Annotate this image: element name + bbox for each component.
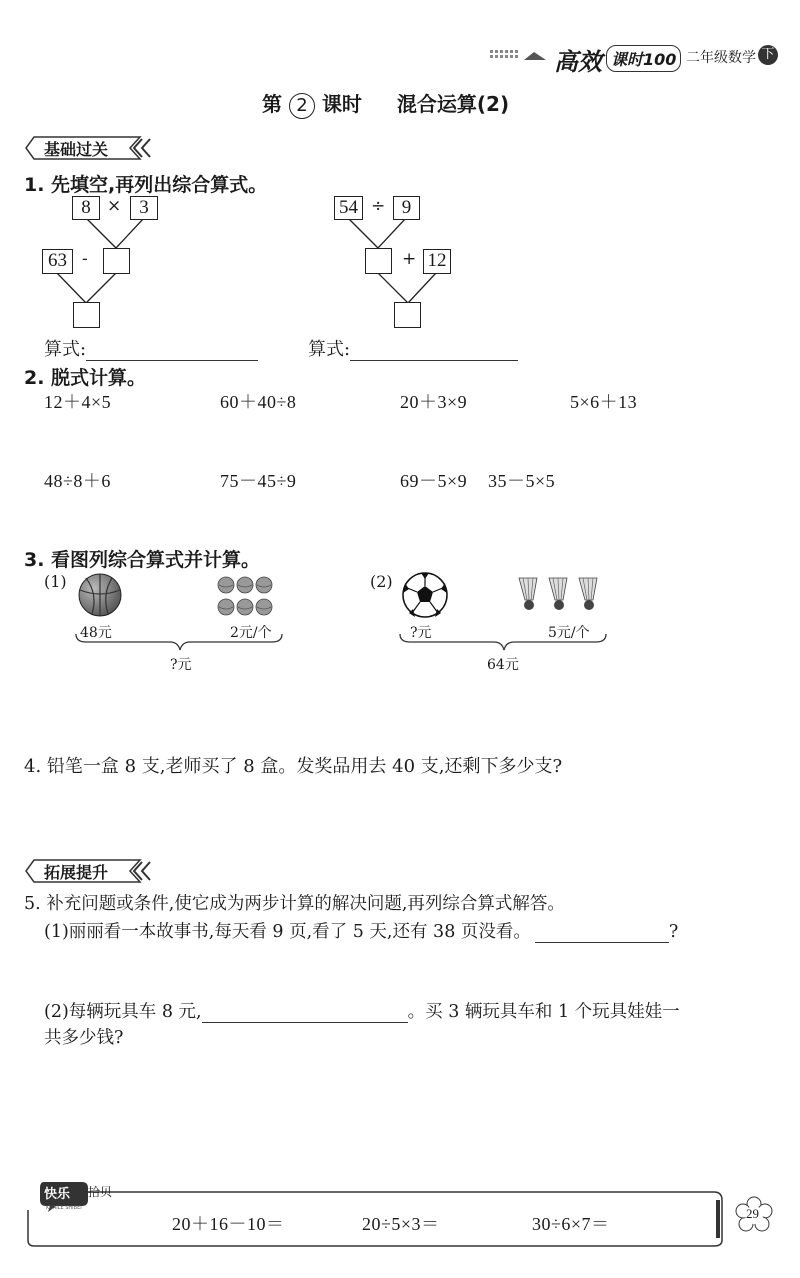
q1-right-box-c: 12 bbox=[423, 249, 451, 274]
q2-prompt: 2. 脱式计算。 bbox=[24, 367, 147, 389]
q5-part2-b: 。买 3 辆玩具车和 1 个玩具娃娃一 bbox=[407, 1002, 680, 1022]
q3-part1-left-price: 48元 bbox=[80, 625, 112, 641]
title-suffix: 课时 bbox=[321, 92, 362, 116]
q1-right-box-a: 54 bbox=[334, 196, 363, 220]
volume-badge: 下 bbox=[758, 45, 778, 65]
section-extend-label: 拓展提升 bbox=[44, 863, 109, 882]
q1-right-op2: + bbox=[402, 249, 417, 269]
footer-panel bbox=[24, 1180, 729, 1250]
brand-main: 高效 bbox=[554, 48, 602, 76]
section-extend-tag bbox=[24, 858, 156, 884]
q2-expr: 75－45÷9 bbox=[220, 471, 297, 491]
title-topic: 混合运算(2) bbox=[396, 92, 510, 116]
q1-right-formula bbox=[308, 335, 518, 361]
q1-left-formula bbox=[44, 335, 258, 361]
q1-left-blank-mid[interactable] bbox=[103, 248, 130, 274]
q1-prompt: 1. 先填空,再列出综合算式。 bbox=[24, 174, 268, 196]
q4-text: 4. 铅笔一盒 8 支,老师买了 8 盒。发奖品用去 40 支,还剩下多少支? bbox=[24, 756, 563, 777]
q1-left-box-c: 63 bbox=[42, 249, 73, 274]
q5-part2-answer-line[interactable] bbox=[202, 1004, 408, 1023]
q1-left-op2: - bbox=[82, 249, 88, 269]
section-basic-label: 基础过关 bbox=[44, 140, 109, 159]
q5-part1-answer-line[interactable] bbox=[535, 924, 669, 943]
q3-part1-right-price: 2元/个 bbox=[230, 625, 272, 641]
q1-left-op1: × bbox=[107, 196, 122, 216]
q3-prompt: 3. 看图列综合算式并计算。 bbox=[24, 549, 261, 571]
q2-expr: 60＋40÷8 bbox=[220, 392, 297, 412]
balls-group-icon bbox=[215, 575, 277, 619]
q3-part2-total: 64元 bbox=[487, 657, 519, 673]
footer-badge-side: 拾贝 bbox=[88, 1185, 113, 1199]
shuttlecocks-icon bbox=[515, 574, 611, 618]
grade-label: 二年级数学 bbox=[686, 50, 756, 66]
q1-left-box-a: 8 bbox=[72, 196, 100, 220]
page-number: 29 bbox=[746, 1206, 759, 1221]
q1-right-blank-mid[interactable] bbox=[365, 248, 392, 274]
footer-badge-pinyin: KUAILE SHIBEI bbox=[46, 1205, 82, 1211]
q1-left-box-b: 3 bbox=[130, 196, 158, 220]
q3-part2-label: (2) bbox=[370, 572, 393, 591]
q2-expr: 35－5×5 bbox=[488, 471, 556, 491]
q2-expr: 5×6＋13 bbox=[570, 392, 638, 412]
q1-left-blank-result[interactable] bbox=[73, 302, 100, 328]
footer-expr: 20÷5×3＝ bbox=[362, 1214, 440, 1234]
q1-right-box-b: 9 bbox=[393, 196, 420, 220]
q2-expr: 20＋3×9 bbox=[400, 392, 468, 412]
footer-expr: 20＋16－10＝ bbox=[172, 1214, 285, 1234]
basketball-icon bbox=[76, 572, 124, 618]
q5-part2-line1 bbox=[44, 998, 680, 1023]
q1-right-blank-result[interactable] bbox=[394, 302, 421, 328]
title-prefix: 第 bbox=[262, 92, 282, 116]
formula-answer-line[interactable] bbox=[86, 342, 258, 361]
q3-part2-brace bbox=[398, 632, 608, 652]
soccer-ball-icon bbox=[401, 571, 449, 619]
q5-part1-text: (1)丽丽看一本故事书,每天看 9 页,看了 5 天,还有 38 页没看。 bbox=[44, 922, 531, 942]
brand-sub: 课时100 bbox=[606, 45, 681, 72]
q2-expr: 69－5×9 bbox=[400, 471, 468, 491]
q5-part2-c: 共多少钱? bbox=[44, 1028, 124, 1048]
q3-part1-label: (1) bbox=[44, 572, 67, 591]
footer-expr: 30÷6×7＝ bbox=[532, 1214, 610, 1234]
q5-part1-end: ? bbox=[668, 922, 679, 942]
q2-expr: 12＋4×5 bbox=[44, 392, 112, 412]
q1-right-op1: ÷ bbox=[371, 196, 386, 216]
q5-part1 bbox=[44, 918, 678, 943]
q3-part1-total: ?元 bbox=[170, 657, 192, 673]
formula-label: 算式: bbox=[44, 339, 87, 360]
q5-prompt: 5. 补充问题或条件,使它成为两步计算的解决问题,再列综合算式解答。 bbox=[24, 894, 565, 914]
q5-part2-a: (2)每辆玩具车 8 元, bbox=[44, 1002, 202, 1022]
lesson-number: 2 bbox=[289, 93, 315, 119]
formula-label: 算式: bbox=[308, 339, 351, 360]
footer-badge-main: 快乐 bbox=[44, 1187, 71, 1202]
q2-expr: 48÷8＋6 bbox=[44, 471, 111, 491]
formula-answer-line[interactable] bbox=[350, 342, 518, 361]
q3-part2-left-price: ?元 bbox=[410, 625, 432, 641]
q3-part2-right-price: 5元/个 bbox=[548, 625, 590, 641]
q3-part1-brace bbox=[74, 632, 284, 652]
